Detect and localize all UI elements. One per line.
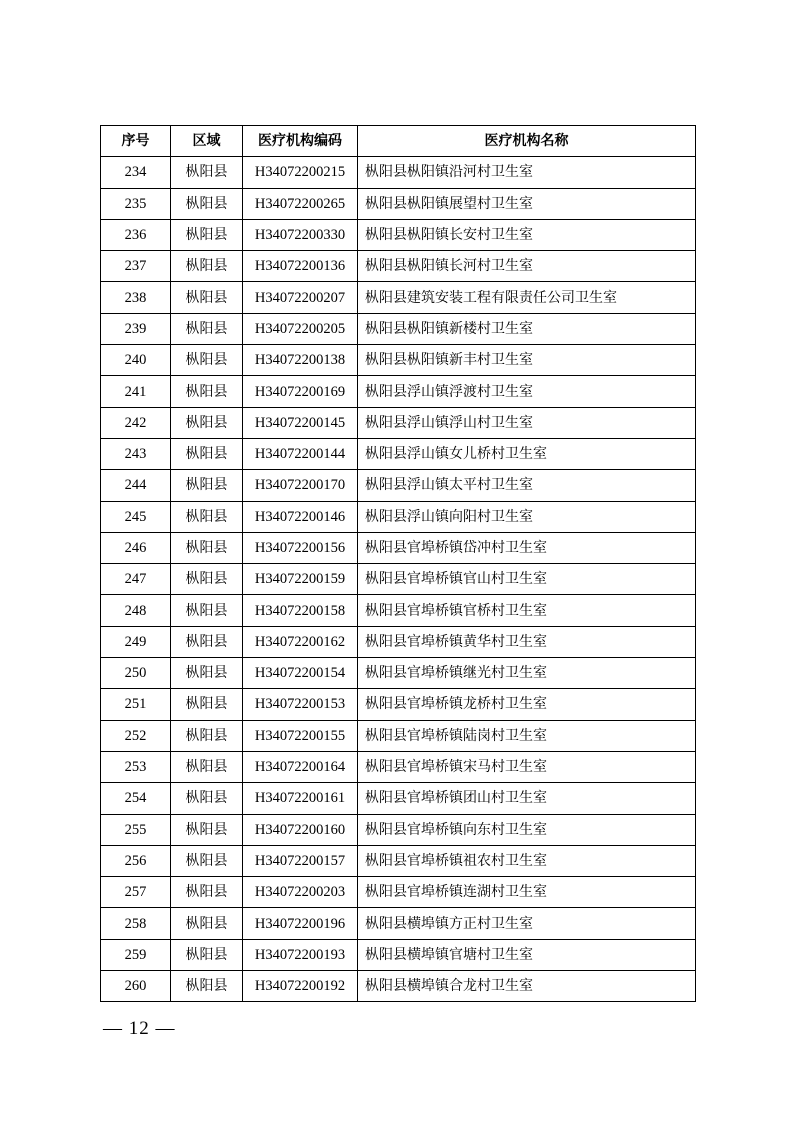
table-row <box>101 376 696 407</box>
cell-code: H34072200215 <box>243 157 358 188</box>
cell-region: 枞阳县 <box>171 345 243 376</box>
cell-name: 枞阳县枞阳镇沿河村卫生室 <box>358 157 696 188</box>
cell-code: H34072200160 <box>243 814 358 845</box>
cell-code: H34072200144 <box>243 438 358 469</box>
cell-seq: 257 <box>101 877 171 908</box>
cell-code: H34072200265 <box>243 188 358 219</box>
cell-region: 枞阳县 <box>171 751 243 782</box>
table-row <box>101 595 696 626</box>
cell-region: 枞阳县 <box>171 532 243 563</box>
cell-code: H34072200155 <box>243 720 358 751</box>
cell-name: 枞阳县枞阳镇长安村卫生室 <box>358 219 696 250</box>
cell-region: 枞阳县 <box>171 689 243 720</box>
cell-region: 枞阳县 <box>171 407 243 438</box>
cell-name: 枞阳县官埠桥镇祖农村卫生室 <box>358 845 696 876</box>
cell-region: 枞阳县 <box>171 219 243 250</box>
cell-code: H34072200203 <box>243 877 358 908</box>
page-number: — 12 — <box>103 1018 176 1039</box>
cell-region: 枞阳县 <box>171 908 243 939</box>
cell-region: 枞阳县 <box>171 438 243 469</box>
table-row <box>101 282 696 313</box>
table-row <box>101 501 696 532</box>
cell-code: H34072200193 <box>243 939 358 970</box>
cell-name: 枞阳县枞阳镇新丰村卫生室 <box>358 345 696 376</box>
header-code: 医疗机构编码 <box>243 126 358 157</box>
cell-seq: 256 <box>101 845 171 876</box>
cell-seq: 252 <box>101 720 171 751</box>
cell-seq: 260 <box>101 971 171 1002</box>
cell-region: 枞阳县 <box>171 595 243 626</box>
cell-seq: 241 <box>101 376 171 407</box>
cell-name: 枞阳县浮山镇太平村卫生室 <box>358 470 696 501</box>
table-row <box>101 908 696 939</box>
table-row <box>101 845 696 876</box>
cell-name: 枞阳县官埠桥镇团山村卫生室 <box>358 783 696 814</box>
cell-region: 枞阳县 <box>171 877 243 908</box>
cell-code: H34072200156 <box>243 532 358 563</box>
cell-seq: 258 <box>101 908 171 939</box>
cell-region: 枞阳县 <box>171 845 243 876</box>
cell-code: H34072200161 <box>243 783 358 814</box>
cell-seq: 240 <box>101 345 171 376</box>
cell-seq: 239 <box>101 313 171 344</box>
cell-seq: 254 <box>101 783 171 814</box>
cell-seq: 255 <box>101 814 171 845</box>
header-name: 医疗机构名称 <box>358 126 696 157</box>
cell-seq: 237 <box>101 251 171 282</box>
cell-region: 枞阳县 <box>171 188 243 219</box>
cell-name: 枞阳县官埠桥镇继光村卫生室 <box>358 658 696 689</box>
cell-name: 枞阳县官埠桥镇宋马村卫生室 <box>358 751 696 782</box>
cell-code: H34072200138 <box>243 345 358 376</box>
cell-code: H34072200330 <box>243 219 358 250</box>
table-body <box>101 157 696 1002</box>
cell-seq: 236 <box>101 219 171 250</box>
cell-seq: 247 <box>101 564 171 595</box>
cell-region: 枞阳县 <box>171 251 243 282</box>
table-row <box>101 470 696 501</box>
cell-code: H34072200164 <box>243 751 358 782</box>
cell-code: H34072200157 <box>243 845 358 876</box>
cell-region: 枞阳县 <box>171 376 243 407</box>
table-row <box>101 157 696 188</box>
cell-region: 枞阳县 <box>171 313 243 344</box>
cell-name: 枞阳县横埠镇方正村卫生室 <box>358 908 696 939</box>
table-row <box>101 626 696 657</box>
cell-code: H34072200136 <box>243 251 358 282</box>
cell-region: 枞阳县 <box>171 783 243 814</box>
table-row <box>101 971 696 1002</box>
cell-seq: 245 <box>101 501 171 532</box>
table-row <box>101 438 696 469</box>
cell-region: 枞阳县 <box>171 470 243 501</box>
table-row <box>101 814 696 845</box>
cell-code: H34072200145 <box>243 407 358 438</box>
table-row <box>101 219 696 250</box>
cell-seq: 249 <box>101 626 171 657</box>
cell-region: 枞阳县 <box>171 814 243 845</box>
table-row <box>101 313 696 344</box>
cell-name: 枞阳县横埠镇合龙村卫生室 <box>358 971 696 1002</box>
cell-code: H34072200192 <box>243 971 358 1002</box>
cell-name: 枞阳县浮山镇浮山村卫生室 <box>358 407 696 438</box>
cell-region: 枞阳县 <box>171 971 243 1002</box>
cell-code: H34072200207 <box>243 282 358 313</box>
table-row <box>101 188 696 219</box>
cell-code: H34072200146 <box>243 501 358 532</box>
cell-code: H34072200153 <box>243 689 358 720</box>
cell-seq: 251 <box>101 689 171 720</box>
header-seq: 序号 <box>101 126 171 157</box>
cell-seq: 246 <box>101 532 171 563</box>
cell-seq: 250 <box>101 658 171 689</box>
cell-code: H34072200158 <box>243 595 358 626</box>
cell-name: 枞阳县枞阳镇新楼村卫生室 <box>358 313 696 344</box>
cell-name: 枞阳县官埠桥镇官桥村卫生室 <box>358 595 696 626</box>
cell-seq: 244 <box>101 470 171 501</box>
table-row <box>101 720 696 751</box>
cell-name: 枞阳县浮山镇浮渡村卫生室 <box>358 376 696 407</box>
table-row <box>101 877 696 908</box>
cell-region: 枞阳县 <box>171 720 243 751</box>
cell-region: 枞阳县 <box>171 501 243 532</box>
cell-name: 枞阳县官埠桥镇官山村卫生室 <box>358 564 696 595</box>
cell-name: 枞阳县官埠桥镇岱冲村卫生室 <box>358 532 696 563</box>
cell-name: 枞阳县官埠桥镇黄华村卫生室 <box>358 626 696 657</box>
table-row <box>101 345 696 376</box>
cell-seq: 234 <box>101 157 171 188</box>
cell-code: H34072200159 <box>243 564 358 595</box>
cell-code: H34072200196 <box>243 908 358 939</box>
cell-seq: 259 <box>101 939 171 970</box>
cell-name: 枞阳县建筑安装工程有限责任公司卫生室 <box>358 282 696 313</box>
table-row <box>101 407 696 438</box>
institution-table <box>100 125 696 1002</box>
cell-region: 枞阳县 <box>171 564 243 595</box>
table-row <box>101 751 696 782</box>
cell-seq: 238 <box>101 282 171 313</box>
cell-seq: 242 <box>101 407 171 438</box>
cell-seq: 248 <box>101 595 171 626</box>
cell-name: 枞阳县横埠镇官塘村卫生室 <box>358 939 696 970</box>
cell-code: H34072200205 <box>243 313 358 344</box>
cell-code: H34072200162 <box>243 626 358 657</box>
cell-name: 枞阳县官埠桥镇向东村卫生室 <box>358 814 696 845</box>
cell-region: 枞阳县 <box>171 658 243 689</box>
table-row <box>101 783 696 814</box>
cell-name: 枞阳县官埠桥镇连湖村卫生室 <box>358 877 696 908</box>
cell-name: 枞阳县浮山镇女儿桥村卫生室 <box>358 438 696 469</box>
table-row <box>101 251 696 282</box>
cell-name: 枞阳县官埠桥镇陆岗村卫生室 <box>358 720 696 751</box>
cell-seq: 243 <box>101 438 171 469</box>
header-region: 区域 <box>171 126 243 157</box>
cell-region: 枞阳县 <box>171 282 243 313</box>
table-row <box>101 658 696 689</box>
cell-seq: 235 <box>101 188 171 219</box>
cell-region: 枞阳县 <box>171 626 243 657</box>
table-row <box>101 939 696 970</box>
table-row <box>101 689 696 720</box>
cell-seq: 253 <box>101 751 171 782</box>
cell-code: H34072200154 <box>243 658 358 689</box>
table-row <box>101 532 696 563</box>
cell-code: H34072200170 <box>243 470 358 501</box>
cell-code: H34072200169 <box>243 376 358 407</box>
cell-name: 枞阳县官埠桥镇龙桥村卫生室 <box>358 689 696 720</box>
cell-name: 枞阳县枞阳镇长河村卫生室 <box>358 251 696 282</box>
cell-name: 枞阳县浮山镇向阳村卫生室 <box>358 501 696 532</box>
cell-region: 枞阳县 <box>171 939 243 970</box>
table-header-row <box>101 126 696 157</box>
table-row <box>101 564 696 595</box>
cell-region: 枞阳县 <box>171 157 243 188</box>
cell-name: 枞阳县枞阳镇展望村卫生室 <box>358 188 696 219</box>
